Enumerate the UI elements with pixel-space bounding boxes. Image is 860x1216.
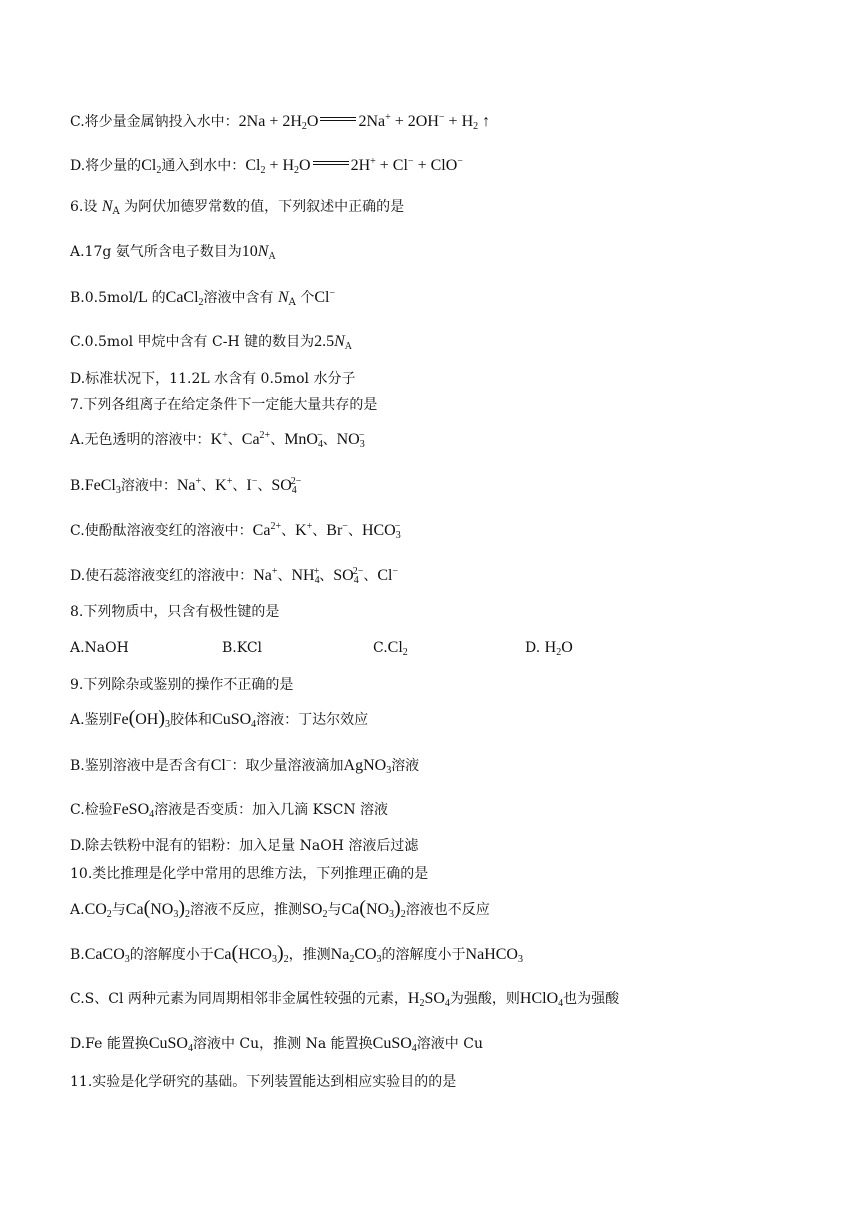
q9-stem: 9.下列除杂或鉴别的操作不正确的是 bbox=[70, 677, 294, 693]
q9-option-d: D.除去铁粉中混有的铝粉：加入足量 NaOH 溶液后过滤 bbox=[70, 838, 419, 854]
q6-option-c: C.0.5mol 甲烷中含有 C-H 键的数目为$2.5N_A$ bbox=[70, 333, 353, 352]
q9-option-c: C.检验FeSO$_4$溶液是否变质：加入几滴 KSCN 溶液 bbox=[70, 801, 389, 820]
q7-stem: 7.下列各组离子在给定条件下一定能大量共存的是 bbox=[70, 397, 378, 413]
q8-option-d: D. $H_2O$ bbox=[525, 639, 573, 658]
q10-stem: 10.类比推理是化学中常用的思维方法，下列推理正确的是 bbox=[70, 866, 429, 882]
q10-option-d: D.Fe 能置换CuSO$_4$溶液中 Cu，推测 Na 能置换CuSO$_4$溶液中 Cu bbox=[70, 1035, 483, 1054]
q10-option-a: $A.CO_2$与$Ca(NO_3)_2$溶液不反应，推测$SO_2$与$Ca(NO_3)_2$溶液也不反应 bbox=[70, 897, 490, 920]
q8-options bbox=[70, 638, 830, 660]
q6-option-b: B.0.5mol/L 的CaCl$_2$溶液中含有 $N_A$ 个Cl− bbox=[70, 288, 336, 308]
q6-option-d: D.标准状况下，11.2L 水含有 0.5mol 水分子 bbox=[70, 371, 356, 387]
q8-option-b: B.KCl bbox=[222, 640, 263, 656]
q7-option-d: D.使石蕊溶液变红的溶液中：Na+、$NH_4^+$、$SO_4^{2-}$、Cl− bbox=[70, 566, 399, 586]
q9-option-b: B.鉴别溶液中是否含有Cl−：取少量溶液滴加AgNO$_3$溶液 bbox=[70, 756, 420, 776]
q6-option-a: A.17g 氨气所含电子数目为$10N_A$ bbox=[70, 243, 276, 262]
q8-option-a: A.NaOH bbox=[70, 640, 129, 656]
q5-option-d: D.将少量的$Cl_2$通入到水中：$Cl_2 + H_2O$ 2H+ + Cl− + ClO− bbox=[70, 156, 463, 176]
q8-option-c: $C.Cl_2$ bbox=[373, 639, 408, 658]
q7-option-c: C.使酚酞溶液变红的溶液中：$Ca^{2+}$、K+、Br−、$HCO_3^-$ bbox=[70, 521, 401, 541]
q7-option-b: B.FeCl$_3$溶液中：Na+、K+、I−、$SO_4^{2-}$ bbox=[70, 476, 302, 496]
q6-stem: 6.设 $N_A$ 为阿伏加德罗常数的值，下列叙述中正确的是 bbox=[70, 198, 405, 217]
q7-option-a: A.无色透明的溶液中：K+、$Ca^{2+}$、MnO$_4$−、$NO_3^-$ bbox=[70, 430, 365, 450]
q10-option-c: C.S、Cl 两种元素为同周期相邻非金属性较强的元素，$H_2SO_4$为强酸，则HClO$_4$也为强酸 bbox=[70, 990, 620, 1009]
q11-stem: 11.实验是化学研究的基础。下列装置能达到相应实验目的的是 bbox=[70, 1074, 457, 1090]
q10-option-b: B.CaCO$_3$的溶解度小于$Ca(HCO_3)_2$，推测$Na_2CO_3$的溶解度小于NaHCO$_3$ bbox=[70, 942, 523, 965]
q8-stem: 8.下列物质中，只含有极性键的是 bbox=[70, 604, 280, 620]
q9-option-a: A.鉴别$Fe(OH)_3$胶体和CuSO$_4$溶液：丁达尔效应 bbox=[70, 707, 369, 730]
q5-option-c: C.将少量金属钠投入水中：$2Na + 2H_2O$ $2Na^+ + 2OH^- + H_2$ ↑ bbox=[70, 112, 491, 132]
